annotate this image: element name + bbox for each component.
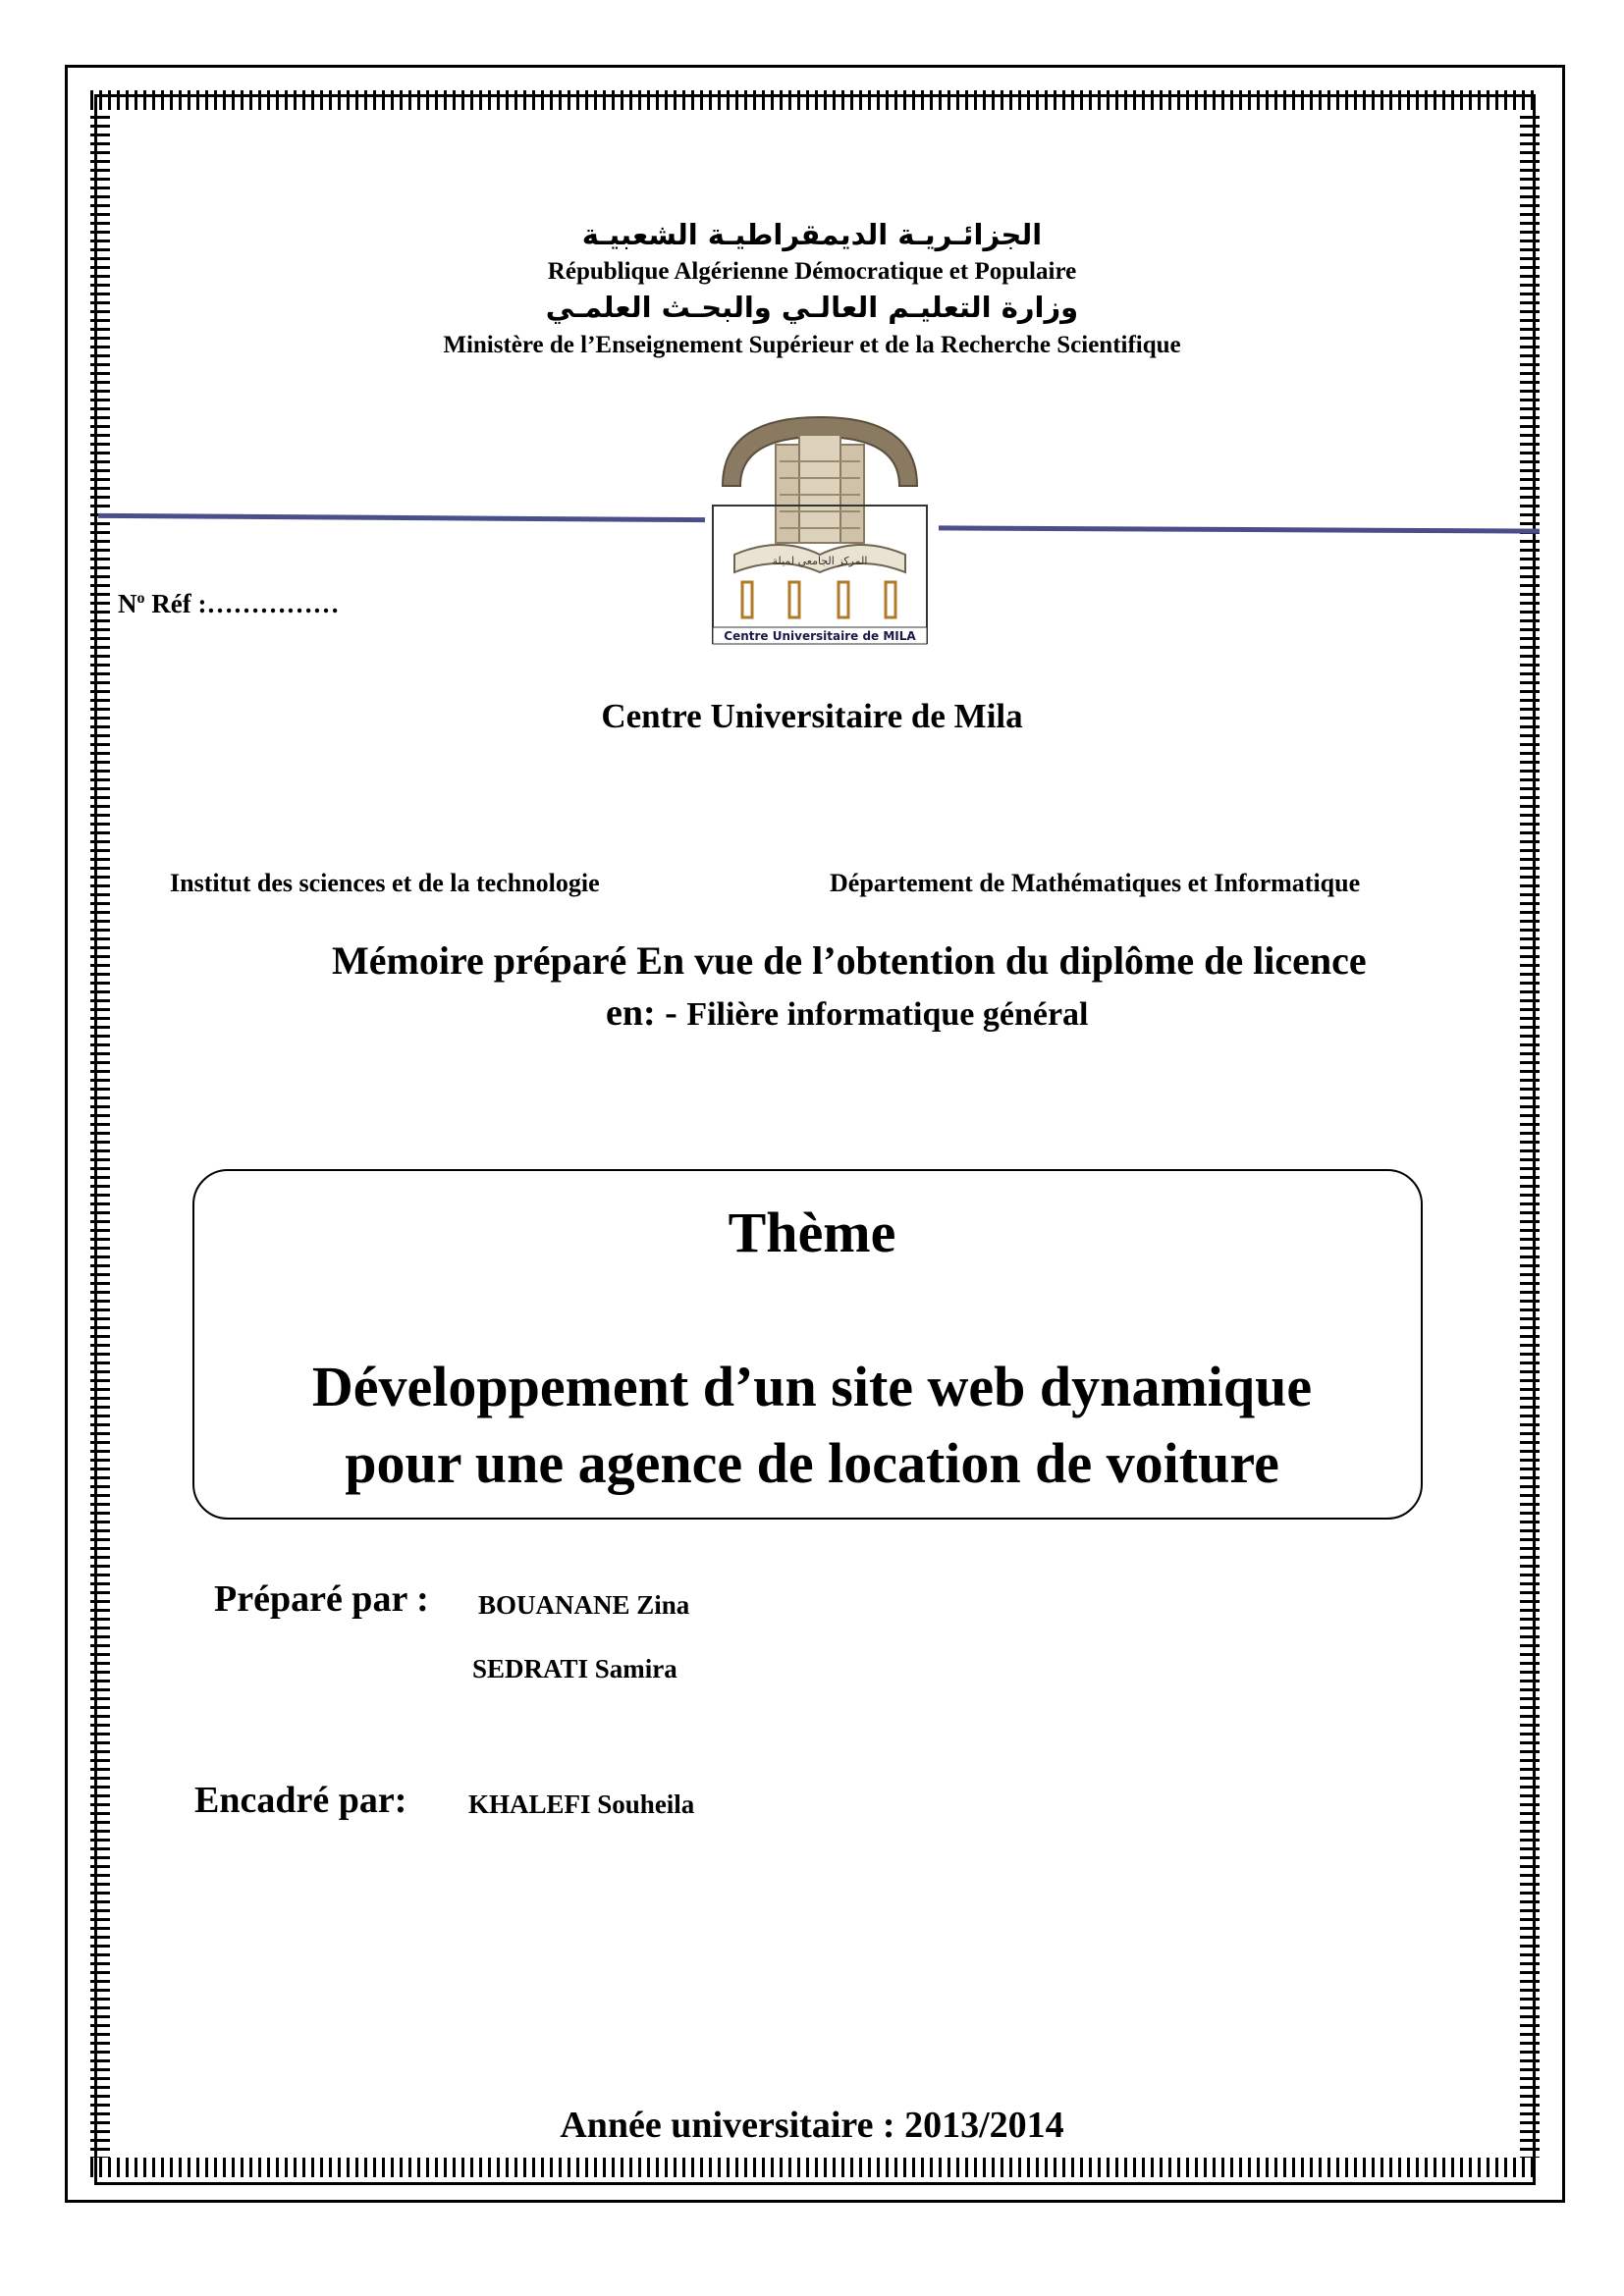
institute-name: Institut des sciences et de la technologie bbox=[170, 869, 600, 897]
logo-caption: Centre Universitaire de MILA bbox=[724, 629, 916, 643]
filiere-en-label: en: - bbox=[606, 992, 687, 1034]
academic-year: Année universitaire : 2013/2014 bbox=[560, 2105, 1064, 2146]
university-name: Centre Universitaire de Mila bbox=[601, 697, 1023, 735]
arabic-ministry-heading: وزارة التعليـم العالـي والبحـث العلمـي bbox=[545, 291, 1079, 324]
theme-label: Thème bbox=[728, 1201, 896, 1264]
french-ministry-heading: Ministère de l’Enseignement Supérieur et de la Recherche Scientifique bbox=[443, 332, 1181, 358]
supervisor-name: KHALEFI Souheila bbox=[468, 1789, 695, 1819]
author-name-1: BOUANANE Zina bbox=[478, 1590, 690, 1620]
department-name: Département de Mathématiques et Informatique bbox=[830, 869, 1361, 897]
reference-number bbox=[118, 589, 339, 619]
reference-superscript: o bbox=[136, 590, 145, 607]
theme-title-line1: Développement d’un site web dynamique bbox=[311, 1355, 1313, 1418]
prepared-by-label: Préparé par : bbox=[214, 1578, 429, 1620]
arabic-republic-heading: الجزائـريـة الديمقراطيـة الشعبيـة bbox=[581, 218, 1043, 251]
theme-title-line2: pour une agence de location de voiture bbox=[345, 1431, 1279, 1495]
supervised-by-label: Encadré par: bbox=[194, 1780, 407, 1821]
filiere-name: Filière informatique général bbox=[686, 996, 1089, 1033]
author-name-2: SEDRATI Samira bbox=[472, 1654, 677, 1683]
reference-label: Réf :…………… bbox=[144, 589, 340, 618]
logo-arabic-name: المركز الجامعي لميلة bbox=[772, 555, 868, 567]
memoire-line: Mémoire préparé En vue de l’obtention du diplôme de licence bbox=[332, 938, 1367, 983]
university-logo bbox=[711, 407, 929, 646]
reference-prefix: N bbox=[118, 589, 137, 618]
french-republic-heading: République Algérienne Démocratique et Populaire bbox=[547, 258, 1077, 285]
filiere-line bbox=[606, 991, 1088, 1035]
